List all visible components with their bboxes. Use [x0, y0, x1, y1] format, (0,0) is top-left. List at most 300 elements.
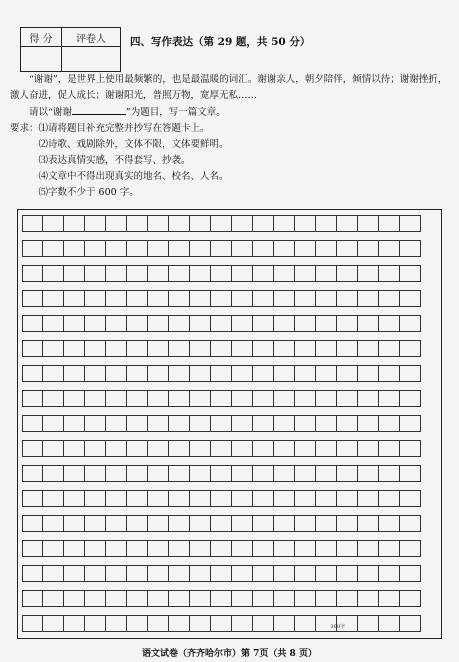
- grid-cell[interactable]: [169, 290, 190, 307]
- grid-cell[interactable]: [358, 365, 379, 382]
- grid-cell[interactable]: [232, 415, 253, 432]
- grid-cell[interactable]: [253, 365, 274, 382]
- grid-cell[interactable]: [274, 265, 295, 282]
- grid-cell[interactable]: [85, 590, 106, 607]
- grid-cell[interactable]: [253, 565, 274, 582]
- grid-cell[interactable]: [127, 615, 148, 632]
- grid-cell[interactable]: [22, 490, 43, 507]
- grid-cell[interactable]: [358, 540, 379, 557]
- grid-cell[interactable]: [316, 440, 337, 457]
- grid-cell[interactable]: [169, 390, 190, 407]
- grid-cell[interactable]: [190, 590, 211, 607]
- grid-cell[interactable]: [232, 490, 253, 507]
- grid-cell[interactable]: [22, 540, 43, 557]
- grid-cell[interactable]: [211, 465, 232, 482]
- grid-cell[interactable]: [253, 240, 274, 257]
- grid-cell[interactable]: [379, 290, 400, 307]
- grid-cell[interactable]: [43, 315, 64, 332]
- grid-cell[interactable]: [379, 415, 400, 432]
- grid-cell[interactable]: [106, 465, 127, 482]
- grid-cell[interactable]: [106, 265, 127, 282]
- grid-cell[interactable]: [316, 515, 337, 532]
- grid-cell[interactable]: [295, 440, 316, 457]
- grid-cell[interactable]: [274, 590, 295, 607]
- grid-cell[interactable]: [400, 390, 421, 407]
- grid-cell[interactable]: [169, 615, 190, 632]
- grid-cell[interactable]: [43, 515, 64, 532]
- grid-cell[interactable]: [106, 490, 127, 507]
- grid-cell[interactable]: [400, 315, 421, 332]
- grid-cell[interactable]: [190, 315, 211, 332]
- grid-cell[interactable]: [274, 465, 295, 482]
- grid-cell[interactable]: [85, 615, 106, 632]
- grid-cell[interactable]: [127, 590, 148, 607]
- grid-cell[interactable]: [22, 315, 43, 332]
- grid-cell[interactable]: [211, 515, 232, 532]
- composition-grid[interactable]: [17, 209, 442, 639]
- title-blank[interactable]: [72, 104, 126, 115]
- grid-cell[interactable]: [337, 265, 358, 282]
- grid-cell[interactable]: [316, 615, 337, 632]
- grid-cell[interactable]: [190, 215, 211, 232]
- grid-cell[interactable]: [106, 390, 127, 407]
- grid-cell[interactable]: [64, 590, 85, 607]
- grid-cell[interactable]: [295, 365, 316, 382]
- grid-cell[interactable]: [358, 465, 379, 482]
- grid-cell[interactable]: [211, 590, 232, 607]
- grid-cell[interactable]: [211, 365, 232, 382]
- grid-cell[interactable]: [316, 315, 337, 332]
- grid-cell[interactable]: [295, 565, 316, 582]
- grid-cell[interactable]: [64, 365, 85, 382]
- grid-cell[interactable]: [85, 240, 106, 257]
- grid-cell[interactable]: [232, 290, 253, 307]
- grid-cell[interactable]: [43, 565, 64, 582]
- grid-cell[interactable]: [169, 490, 190, 507]
- grid-cell[interactable]: [358, 415, 379, 432]
- grid-cell[interactable]: [64, 340, 85, 357]
- grid-cell[interactable]: [127, 465, 148, 482]
- grid-cell[interactable]: [274, 240, 295, 257]
- grid-cell[interactable]: [64, 390, 85, 407]
- grid-cell[interactable]: [190, 540, 211, 557]
- grid-cell[interactable]: [400, 290, 421, 307]
- grid-cell[interactable]: [295, 215, 316, 232]
- grid-cell[interactable]: [190, 490, 211, 507]
- grid-cell[interactable]: [358, 565, 379, 582]
- grid-cell[interactable]: [64, 415, 85, 432]
- grid-cell[interactable]: [169, 515, 190, 532]
- grid-cell[interactable]: [64, 215, 85, 232]
- grid-cell[interactable]: [22, 590, 43, 607]
- grid-cell[interactable]: [127, 490, 148, 507]
- grid-cell[interactable]: [358, 265, 379, 282]
- grid-cell[interactable]: [295, 515, 316, 532]
- grid-cell[interactable]: [127, 240, 148, 257]
- grid-cell[interactable]: [22, 290, 43, 307]
- grid-cell[interactable]: [211, 490, 232, 507]
- grid-cell[interactable]: [274, 440, 295, 457]
- grid-cell[interactable]: [274, 365, 295, 382]
- grid-cell[interactable]: [148, 265, 169, 282]
- grid-cell[interactable]: [148, 390, 169, 407]
- grid-cell[interactable]: [43, 465, 64, 482]
- grid-cell[interactable]: [22, 240, 43, 257]
- grid-cell[interactable]: [64, 290, 85, 307]
- grid-cell[interactable]: [190, 515, 211, 532]
- grid-cell[interactable]: [148, 365, 169, 382]
- grid-cell[interactable]: [379, 590, 400, 607]
- grid-cell[interactable]: [85, 515, 106, 532]
- grid-cell[interactable]: [148, 590, 169, 607]
- grid-cell[interactable]: [64, 265, 85, 282]
- grid-cell[interactable]: [43, 615, 64, 632]
- grid-cell[interactable]: [379, 515, 400, 532]
- grid-cell[interactable]: [127, 440, 148, 457]
- grid-cell[interactable]: [379, 265, 400, 282]
- grid-cell[interactable]: [211, 340, 232, 357]
- grid-cell[interactable]: [358, 590, 379, 607]
- grid-cell[interactable]: [253, 615, 274, 632]
- grid-cell[interactable]: [127, 365, 148, 382]
- grid-cell[interactable]: [232, 590, 253, 607]
- grid-cell[interactable]: [169, 590, 190, 607]
- grid-cell[interactable]: [400, 240, 421, 257]
- grid-cell[interactable]: [211, 390, 232, 407]
- grid-cell[interactable]: [295, 390, 316, 407]
- grid-cell[interactable]: [190, 240, 211, 257]
- grid-cell[interactable]: [400, 265, 421, 282]
- grid-cell[interactable]: [85, 290, 106, 307]
- grid-cell[interactable]: [316, 365, 337, 382]
- grid-cell[interactable]: [127, 215, 148, 232]
- grid-cell[interactable]: [232, 340, 253, 357]
- grid-cell[interactable]: [232, 515, 253, 532]
- grid-cell[interactable]: [295, 265, 316, 282]
- grid-cell[interactable]: [211, 415, 232, 432]
- grid-cell[interactable]: [232, 615, 253, 632]
- grid-cell[interactable]: [22, 440, 43, 457]
- grid-cell[interactable]: [127, 515, 148, 532]
- grid-cell[interactable]: [85, 415, 106, 432]
- grid-cell[interactable]: [43, 215, 64, 232]
- grid-cell[interactable]: [253, 415, 274, 432]
- grid-cell[interactable]: [379, 390, 400, 407]
- grid-cell[interactable]: [232, 265, 253, 282]
- grid-cell[interactable]: [190, 340, 211, 357]
- grid-cell[interactable]: [295, 615, 316, 632]
- grid-cell[interactable]: [337, 590, 358, 607]
- grid-cell[interactable]: [169, 540, 190, 557]
- grid-cell[interactable]: [232, 565, 253, 582]
- grid-cell[interactable]: [295, 540, 316, 557]
- grid-cell[interactable]: [400, 490, 421, 507]
- grid-cell[interactable]: [400, 215, 421, 232]
- grid-cell[interactable]: [148, 290, 169, 307]
- grid-cell[interactable]: [85, 390, 106, 407]
- grid-cell[interactable]: [232, 365, 253, 382]
- grid-cell[interactable]: [211, 290, 232, 307]
- grid-cell[interactable]: [64, 615, 85, 632]
- grid-cell[interactable]: [85, 465, 106, 482]
- grid-cell[interactable]: [316, 415, 337, 432]
- grid-cell[interactable]: [169, 465, 190, 482]
- grid-cell[interactable]: [295, 590, 316, 607]
- grid-cell[interactable]: [274, 540, 295, 557]
- grader-field[interactable]: [62, 47, 121, 72]
- grid-cell[interactable]: [127, 340, 148, 357]
- grid-cell[interactable]: [379, 465, 400, 482]
- grid-cell[interactable]: [211, 240, 232, 257]
- grid-cell[interactable]: [43, 240, 64, 257]
- grid-cell[interactable]: [169, 315, 190, 332]
- grid-cell[interactable]: [169, 415, 190, 432]
- grid-cell[interactable]: [316, 490, 337, 507]
- grid-cell[interactable]: [379, 540, 400, 557]
- grid-cell[interactable]: [358, 340, 379, 357]
- grid-cell[interactable]: [190, 615, 211, 632]
- grid-cell[interactable]: [295, 490, 316, 507]
- grid-cell[interactable]: [337, 240, 358, 257]
- grid-cell[interactable]: [295, 465, 316, 482]
- grid-cell[interactable]: [190, 390, 211, 407]
- grid-cell[interactable]: [274, 415, 295, 432]
- grid-cell[interactable]: [274, 315, 295, 332]
- grid-cell[interactable]: [274, 215, 295, 232]
- grid-cell[interactable]: [274, 390, 295, 407]
- grid-cell[interactable]: [253, 290, 274, 307]
- grid-cell[interactable]: [337, 515, 358, 532]
- grid-cell[interactable]: [337, 340, 358, 357]
- score-field[interactable]: [21, 47, 62, 72]
- grid-cell[interactable]: [43, 490, 64, 507]
- grid-cell[interactable]: [127, 415, 148, 432]
- grid-cell[interactable]: [169, 215, 190, 232]
- grid-cell[interactable]: [232, 240, 253, 257]
- grid-cell[interactable]: [211, 440, 232, 457]
- grid-cell[interactable]: [379, 340, 400, 357]
- grid-cell[interactable]: [43, 265, 64, 282]
- grid-cell[interactable]: [22, 365, 43, 382]
- grid-cell[interactable]: [337, 315, 358, 332]
- grid-cell[interactable]: [400, 615, 421, 632]
- grid-cell[interactable]: [148, 565, 169, 582]
- grid-cell[interactable]: [211, 540, 232, 557]
- grid-cell[interactable]: [337, 540, 358, 557]
- grid-cell[interactable]: [400, 340, 421, 357]
- grid-cell[interactable]: [337, 365, 358, 382]
- grid-cell[interactable]: [64, 465, 85, 482]
- grid-cell[interactable]: [85, 490, 106, 507]
- grid-cell[interactable]: [85, 540, 106, 557]
- grid-cell[interactable]: [379, 240, 400, 257]
- grid-cell[interactable]: [106, 340, 127, 357]
- grid-cell[interactable]: [43, 340, 64, 357]
- grid-cell[interactable]: [358, 440, 379, 457]
- grid-cell[interactable]: [64, 490, 85, 507]
- grid-cell[interactable]: [106, 240, 127, 257]
- grid-cell[interactable]: [106, 540, 127, 557]
- grid-cell[interactable]: [85, 565, 106, 582]
- grid-cell[interactable]: [316, 540, 337, 557]
- grid-cell[interactable]: [253, 465, 274, 482]
- grid-cell[interactable]: [22, 390, 43, 407]
- grid-cell[interactable]: [148, 515, 169, 532]
- grid-cell[interactable]: [64, 440, 85, 457]
- grid-cell[interactable]: [400, 540, 421, 557]
- grid-cell[interactable]: [358, 515, 379, 532]
- grid-cell[interactable]: [148, 615, 169, 632]
- grid-cell[interactable]: [106, 215, 127, 232]
- grid-cell[interactable]: [148, 440, 169, 457]
- grid-cell[interactable]: [295, 315, 316, 332]
- grid-cell[interactable]: [148, 490, 169, 507]
- grid-cell[interactable]: [379, 365, 400, 382]
- grid-cell[interactable]: [22, 415, 43, 432]
- grid-cell[interactable]: [232, 390, 253, 407]
- grid-cell[interactable]: [64, 565, 85, 582]
- grid-cell[interactable]: [253, 540, 274, 557]
- grid-cell[interactable]: [22, 515, 43, 532]
- grid-cell[interactable]: [400, 565, 421, 582]
- grid-cell[interactable]: [337, 415, 358, 432]
- grid-cell[interactable]: [316, 265, 337, 282]
- grid-cell[interactable]: [379, 490, 400, 507]
- grid-cell[interactable]: [43, 440, 64, 457]
- grid-cell[interactable]: [22, 340, 43, 357]
- grid-cell[interactable]: [127, 390, 148, 407]
- grid-cell[interactable]: [148, 540, 169, 557]
- grid-cell[interactable]: [358, 240, 379, 257]
- grid-cell[interactable]: [43, 590, 64, 607]
- grid-cell[interactable]: [64, 540, 85, 557]
- grid-cell[interactable]: [127, 290, 148, 307]
- grid-cell[interactable]: [148, 315, 169, 332]
- grid-cell[interactable]: [358, 490, 379, 507]
- grid-cell[interactable]: [400, 365, 421, 382]
- grid-cell[interactable]: [253, 315, 274, 332]
- grid-cell[interactable]: [148, 340, 169, 357]
- grid-cell[interactable]: [358, 215, 379, 232]
- grid-cell[interactable]: [106, 365, 127, 382]
- grid-cell[interactable]: [43, 290, 64, 307]
- grid-cell[interactable]: [358, 615, 379, 632]
- grid-cell[interactable]: [274, 340, 295, 357]
- grid-cell[interactable]: [43, 415, 64, 432]
- grid-cell[interactable]: [274, 490, 295, 507]
- grid-cell[interactable]: [337, 490, 358, 507]
- grid-cell[interactable]: [106, 290, 127, 307]
- grid-cell[interactable]: [106, 415, 127, 432]
- grid-cell[interactable]: [22, 215, 43, 232]
- grid-cell[interactable]: [316, 465, 337, 482]
- grid-cell[interactable]: [316, 240, 337, 257]
- grid-cell[interactable]: [316, 390, 337, 407]
- grid-cell[interactable]: [43, 540, 64, 557]
- grid-cell[interactable]: [274, 565, 295, 582]
- grid-cell[interactable]: [337, 465, 358, 482]
- grid-cell[interactable]: [169, 440, 190, 457]
- grid-cell[interactable]: [169, 340, 190, 357]
- grid-cell[interactable]: [169, 240, 190, 257]
- grid-cell[interactable]: [379, 315, 400, 332]
- grid-cell[interactable]: [316, 215, 337, 232]
- grid-cell[interactable]: [127, 540, 148, 557]
- grid-cell[interactable]: [274, 515, 295, 532]
- grid-cell[interactable]: [64, 315, 85, 332]
- grid-cell[interactable]: [148, 215, 169, 232]
- grid-cell[interactable]: [106, 590, 127, 607]
- grid-cell[interactable]: [169, 565, 190, 582]
- grid-cell[interactable]: [379, 565, 400, 582]
- grid-cell[interactable]: [43, 390, 64, 407]
- grid-cell[interactable]: [211, 215, 232, 232]
- grid-cell[interactable]: [316, 290, 337, 307]
- grid-cell[interactable]: [316, 340, 337, 357]
- grid-cell[interactable]: [232, 465, 253, 482]
- grid-cell[interactable]: [232, 540, 253, 557]
- grid-cell[interactable]: [64, 515, 85, 532]
- grid-cell[interactable]: [295, 240, 316, 257]
- grid-cell[interactable]: [190, 290, 211, 307]
- grid-cell[interactable]: [106, 315, 127, 332]
- grid-cell[interactable]: [106, 615, 127, 632]
- grid-cell[interactable]: [85, 365, 106, 382]
- grid-cell[interactable]: [85, 340, 106, 357]
- grid-cell[interactable]: [43, 365, 64, 382]
- grid-cell[interactable]: [106, 440, 127, 457]
- grid-cell[interactable]: [148, 240, 169, 257]
- grid-cell[interactable]: [190, 415, 211, 432]
- grid-cell[interactable]: [400, 465, 421, 482]
- grid-cell[interactable]: [253, 490, 274, 507]
- grid-cell[interactable]: [295, 290, 316, 307]
- grid-cell[interactable]: [232, 315, 253, 332]
- grid-cell[interactable]: [148, 415, 169, 432]
- grid-cell[interactable]: [22, 465, 43, 482]
- grid-cell[interactable]: [85, 440, 106, 457]
- grid-cell[interactable]: [211, 565, 232, 582]
- grid-cell[interactable]: [295, 340, 316, 357]
- grid-cell[interactable]: [400, 440, 421, 457]
- grid-cell[interactable]: [337, 565, 358, 582]
- grid-cell[interactable]: [190, 265, 211, 282]
- grid-cell[interactable]: [190, 365, 211, 382]
- grid-cell[interactable]: [106, 515, 127, 532]
- grid-cell[interactable]: [169, 265, 190, 282]
- grid-cell[interactable]: [337, 615, 358, 632]
- grid-cell[interactable]: [295, 415, 316, 432]
- grid-cell[interactable]: [22, 615, 43, 632]
- grid-cell[interactable]: [337, 390, 358, 407]
- grid-cell[interactable]: [337, 440, 358, 457]
- grid-cell[interactable]: [85, 265, 106, 282]
- grid-cell[interactable]: [232, 215, 253, 232]
- grid-cell[interactable]: [22, 565, 43, 582]
- grid-cell[interactable]: [211, 265, 232, 282]
- grid-cell[interactable]: [253, 390, 274, 407]
- grid-cell[interactable]: [274, 290, 295, 307]
- grid-cell[interactable]: [400, 415, 421, 432]
- grid-cell[interactable]: [127, 565, 148, 582]
- grid-cell[interactable]: [253, 265, 274, 282]
- grid-cell[interactable]: [190, 465, 211, 482]
- grid-cell[interactable]: [169, 365, 190, 382]
- grid-cell[interactable]: [274, 615, 295, 632]
- grid-cell[interactable]: [337, 290, 358, 307]
- grid-cell[interactable]: [211, 315, 232, 332]
- grid-cell[interactable]: [337, 215, 358, 232]
